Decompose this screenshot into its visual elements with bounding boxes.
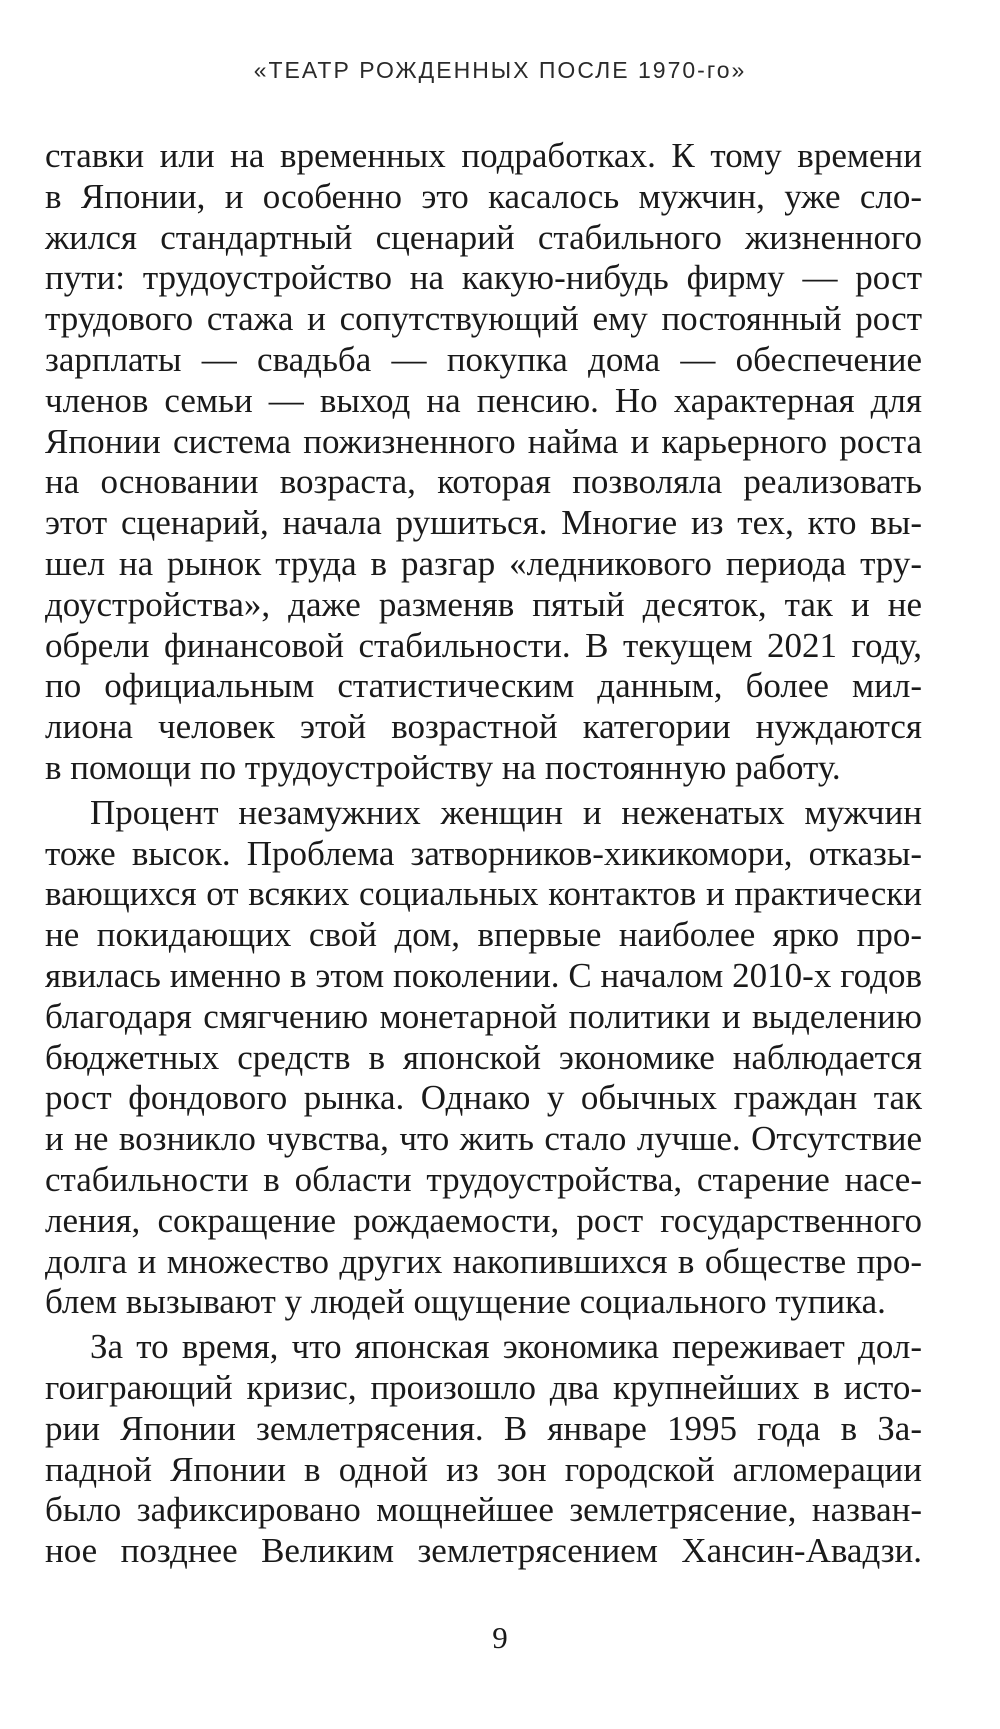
text-line: вающихся от всяких социальных контактов и практически [45, 874, 922, 914]
paragraph-1 [45, 136, 922, 789]
text-line: лиона человек этой возрастной категории нуждаются [45, 707, 922, 747]
text-line: ления, сокращение рождаемости, рост государственного [45, 1200, 922, 1240]
text-line: шел на рынок труда в разгар «ледникового периода тру- [45, 543, 922, 583]
text-line: не покидающих свой дом, впервые наиболее ярко про- [45, 915, 922, 955]
text-line: рост фондового рынка. Однако у обычных граждан так [45, 1078, 922, 1118]
text-line: ное позднее Великим землетрясением Хансин-Авадзи. [45, 1531, 922, 1571]
text-line: жился стандартный сценарий стабильного жизненного [45, 217, 922, 257]
text-line: За то время, что японская экономика переживает дол- [90, 1327, 922, 1367]
text-line: членов семьи — выход на пенсию. Но характерная для [45, 380, 922, 420]
text-line: ставки или на временных подработках. К тому времени [45, 136, 922, 175]
text-line: пути: трудоустройство на какую-нибудь фирму — рост [45, 258, 922, 298]
text-line: обрели финансовой стабильности. В текущем 2021 году, [45, 625, 922, 665]
text-line: рии Японии землетрясения. В январе 1995 года в За- [45, 1408, 922, 1448]
text-line: благодаря смягчению монетарной политики и выделению [45, 996, 922, 1036]
body-text [45, 136, 922, 1572]
text-line: гоиграющий кризис, произошло два крупнейших в исто- [45, 1367, 922, 1407]
text-line: бюджетных средств в японской экономике наблюдается [45, 1037, 922, 1077]
text-line: долга и множество других накопившихся в обществе про- [45, 1241, 922, 1281]
text-line: зарплаты — свадьба — покупка дома — обеспечение [45, 339, 922, 379]
text-line: Процент незамужних женщин и неженатых мужчин [90, 792, 922, 832]
text-line: тоже высок. Проблема затворников-хикикомори, отказы- [45, 833, 922, 873]
text-line: блем вызывают у людей ощущение социального тупика. [45, 1282, 886, 1322]
text-line: в Японии, и особенно это касалось мужчин, уже сло- [45, 176, 922, 216]
text-line: на основании возраста, которая позволяла реализовать [45, 462, 922, 502]
text-line: доустройства», даже разменяв пятый десяток, так и не [45, 584, 922, 624]
text-line: Японии система пожизненного найма и карьерного роста [45, 421, 922, 461]
text-line: по официальным статистическим данным, более мил- [45, 666, 922, 706]
text-line: в помощи по трудоустройству на постоянную работу. [45, 747, 841, 787]
running-head: «ТЕАТР РОЖДЕННЫХ ПОСЛЕ 1970-го» [253, 57, 747, 83]
text-line: этот сценарий, начала рушиться. Многие из тех, кто вы- [45, 503, 922, 543]
text-line: и не возникло чувства, что жить стало лучше. Отсутствие [45, 1119, 922, 1159]
text-line: было зафиксировано мощнейшее землетрясение, назван- [45, 1490, 922, 1530]
text-line: явилась именно в этом поколении. С началом 2010-х годов [45, 955, 922, 995]
paragraph-3 [45, 1327, 922, 1572]
paragraph-2 [45, 793, 922, 1323]
text-line: падной Японии в одной из зон городской агломерации [45, 1449, 922, 1489]
page-number: 9 [492, 1620, 508, 1655]
text-line: трудового стажа и сопутствующий ему постоянный рост [45, 299, 922, 339]
text-line: стабильности в области трудоустройства, старение насе- [45, 1159, 922, 1199]
